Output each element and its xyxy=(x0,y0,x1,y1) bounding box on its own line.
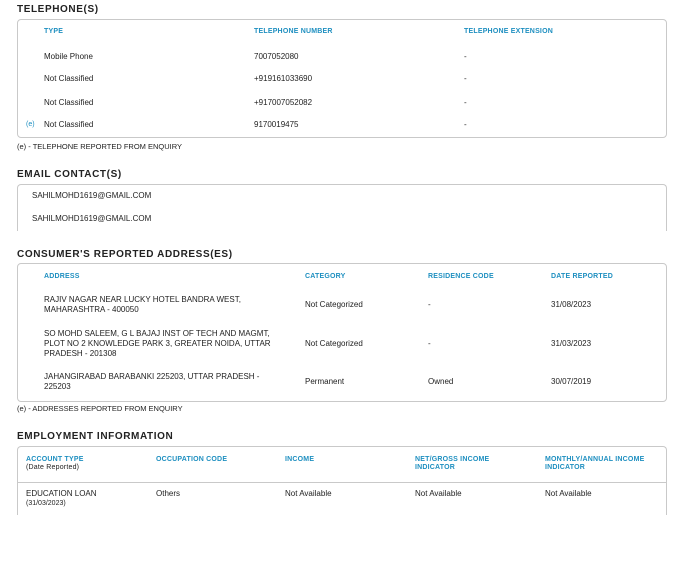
telephone-extension-header: TELEPHONE EXTENSION xyxy=(464,28,553,35)
residence-code: - xyxy=(428,339,431,348)
telephone-section-title: TELEPHONE(S) xyxy=(17,4,99,15)
address-category: Permanent xyxy=(305,377,345,386)
account-type-value: EDUCATION LOAN xyxy=(26,489,97,498)
date-reported-header: DATE REPORTED xyxy=(551,273,613,280)
date-reported: 31/08/2023 xyxy=(551,300,592,309)
address-table xyxy=(17,263,667,402)
date-reported-subheader: (Date Reported) xyxy=(26,464,80,471)
telephone-type: Not Classified xyxy=(44,98,94,107)
date-reported: 30/07/2019 xyxy=(551,377,592,386)
telephone-type: Mobile Phone xyxy=(44,52,93,61)
telephone-table xyxy=(17,19,667,138)
email-table xyxy=(17,184,667,231)
address-section-title: CONSUMER'S REPORTED ADDRESS(ES) xyxy=(17,249,233,260)
account-type-header xyxy=(26,456,84,472)
residence-code: Owned xyxy=(428,377,454,386)
telephone-extension: - xyxy=(464,52,467,61)
occupation-code: Others xyxy=(156,489,181,498)
residence-code-header: RESIDENCE CODE xyxy=(428,273,494,280)
address-header: ADDRESS xyxy=(44,273,80,280)
email-address: SAHILMOHD1619@GMAIL.COM xyxy=(32,214,152,223)
telephone-footnote: (e) - TELEPHONE REPORTED FROM ENQUIRY xyxy=(17,142,183,151)
date-reported: 31/03/2023 xyxy=(551,339,592,348)
telephone-type: Not Classified xyxy=(44,120,94,129)
account-date-reported: (31/03/2023) xyxy=(26,500,66,507)
residence-code: - xyxy=(428,300,431,309)
net-gross-indicator-header: NET/GROSS INCOME INDICATOR xyxy=(415,456,490,471)
telephone-type: Not Classified xyxy=(44,74,94,83)
telephone-number: 9170019475 xyxy=(254,120,299,129)
email-section-title: EMAIL CONTACT(S) xyxy=(17,169,122,180)
address-footnote: (e) - ADDRESSES REPORTED FROM ENQUIRY xyxy=(17,404,183,413)
address-text: JAHANGIRABAD BARABANKI 225203, UTTAR PRADESH - 225203 xyxy=(44,372,260,391)
header-divider xyxy=(18,482,666,483)
account-type-header-label: ACCOUNT TYPE xyxy=(26,456,84,463)
monthly-annual-indicator: Not Available xyxy=(545,489,592,498)
email-address: SAHILMOHD1619@GMAIL.COM xyxy=(32,191,152,200)
telephone-number: +917007052082 xyxy=(254,98,313,107)
net-gross-indicator: Not Available xyxy=(415,489,462,498)
employment-table xyxy=(17,446,667,515)
telephone-number-header: TELEPHONE NUMBER xyxy=(254,28,333,35)
telephone-number: +919161033690 xyxy=(254,74,313,83)
address-category: Not Categorized xyxy=(305,339,363,348)
income-value: Not Available xyxy=(285,489,332,498)
telephone-number: 7007052080 xyxy=(254,52,299,61)
telephone-extension: - xyxy=(464,120,467,129)
address-text: SO MOHD SALEEM, G L BAJAJ INST OF TECH AND MAGMT, PLOT NO 2 KNOWLEDGE PARK 3, GREATER NOIDA, UTTAR PRADESH - 201308 xyxy=(44,329,271,358)
account-type xyxy=(26,489,97,508)
employment-section-title: EMPLOYMENT INFORMATION xyxy=(17,431,174,442)
category-header: CATEGORY xyxy=(305,273,346,280)
telephone-extension: - xyxy=(464,74,467,83)
telephone-extension: - xyxy=(464,98,467,107)
telephone-type-header: TYPE xyxy=(44,28,64,35)
enquiry-marker: (e) xyxy=(26,121,35,128)
address-text: RAJIV NAGAR NEAR LUCKY HOTEL BANDRA WEST, MAHARASHTRA - 400050 xyxy=(44,295,241,314)
occupation-code-header: OCCUPATION CODE xyxy=(156,456,228,463)
income-header: INCOME xyxy=(285,456,315,463)
address-category: Not Categorized xyxy=(305,300,363,309)
monthly-annual-indicator-header: MONTHLY/ANNUAL INCOME INDICATOR xyxy=(545,456,645,471)
